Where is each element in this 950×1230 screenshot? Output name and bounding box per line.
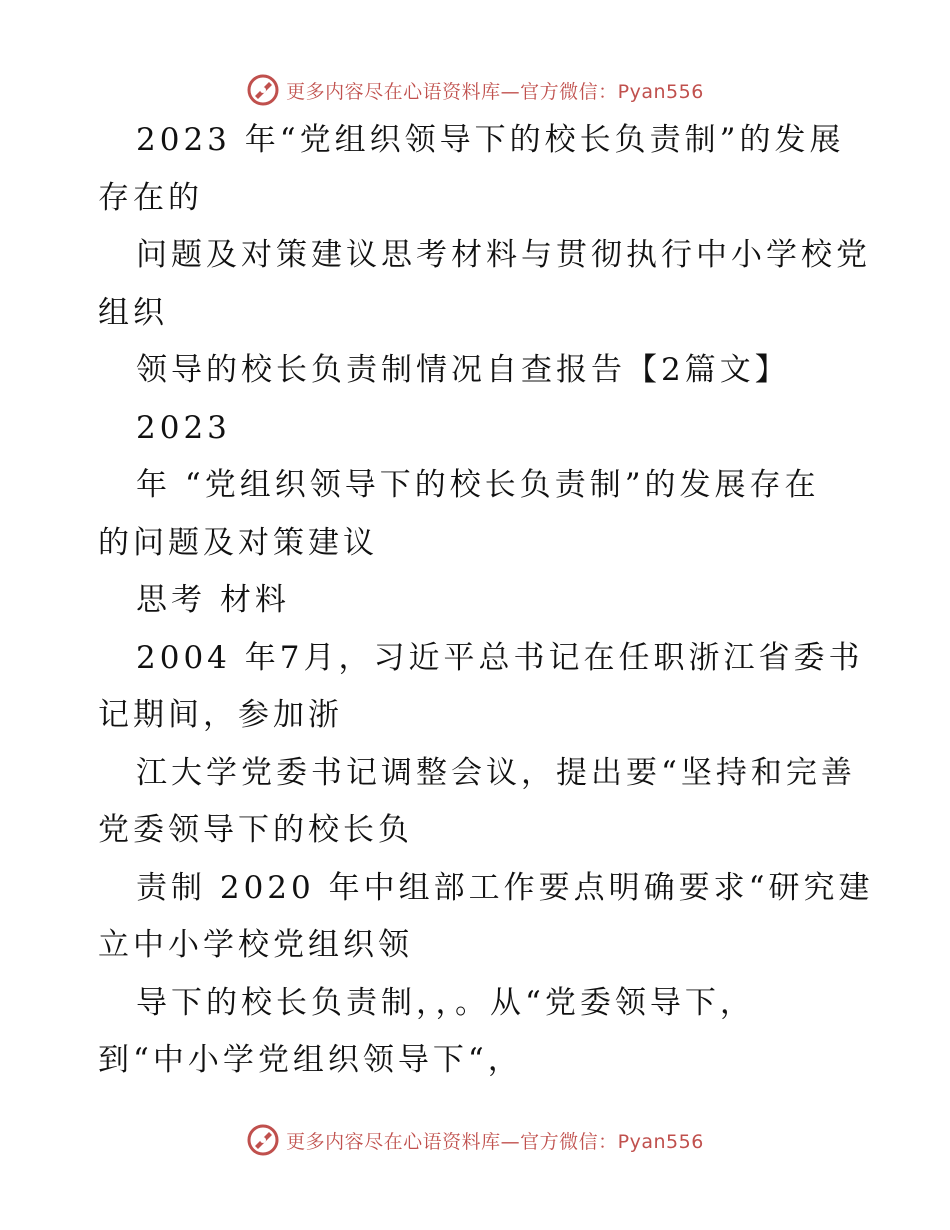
text-line: 2023 年“党组织领导下的校长负责制”的发展 xyxy=(136,122,845,158)
text-line: 思考 材料 xyxy=(136,582,290,618)
text-line: 党委领导下的校长负 xyxy=(98,812,413,848)
text-line: 立中小学校党组织领 xyxy=(98,927,413,963)
text-line: 导下的校长负责制，，。从“党委领导下， xyxy=(136,984,755,1021)
text-line: 问题及对策建议思考材料与贯彻执行中小学校党 xyxy=(136,237,871,273)
text-line: 记期间，参加浙 xyxy=(98,697,343,733)
text-line: 2023 xyxy=(136,409,231,446)
text-line: 存在的 xyxy=(98,179,203,216)
watermark-footer xyxy=(0,1120,950,1160)
watermark-text: 更多内容尽在心语资料库—官方微信：Pyan556 xyxy=(286,1130,704,1153)
pen-seal-logo-icon xyxy=(246,73,280,107)
text-line: 江大学党委书记调整会议，提出要“坚持和完善 xyxy=(136,754,856,791)
text-line: 领导的校长负责制情况自查报告【2篇文】 xyxy=(136,352,790,388)
text-line: 2004 年7月，习近平总书记在任职浙江省委书 xyxy=(136,639,864,676)
text-line: 的问题及对策建议 xyxy=(98,524,378,561)
text-line: 责制 2020 年中组部工作要点明确要求“研究建 xyxy=(136,869,874,906)
watermark-header xyxy=(0,70,950,110)
text-line: 组织 xyxy=(98,294,168,331)
text-line: 年 “党组织领导下的校长负责制”的发展存在 xyxy=(136,467,820,503)
watermark-text: 更多内容尽在心语资料库—官方微信：Pyan556 xyxy=(286,80,704,103)
pen-seal-logo-icon xyxy=(246,1123,280,1157)
text-line: 到“中小学党组织领导下“， xyxy=(98,1042,523,1078)
